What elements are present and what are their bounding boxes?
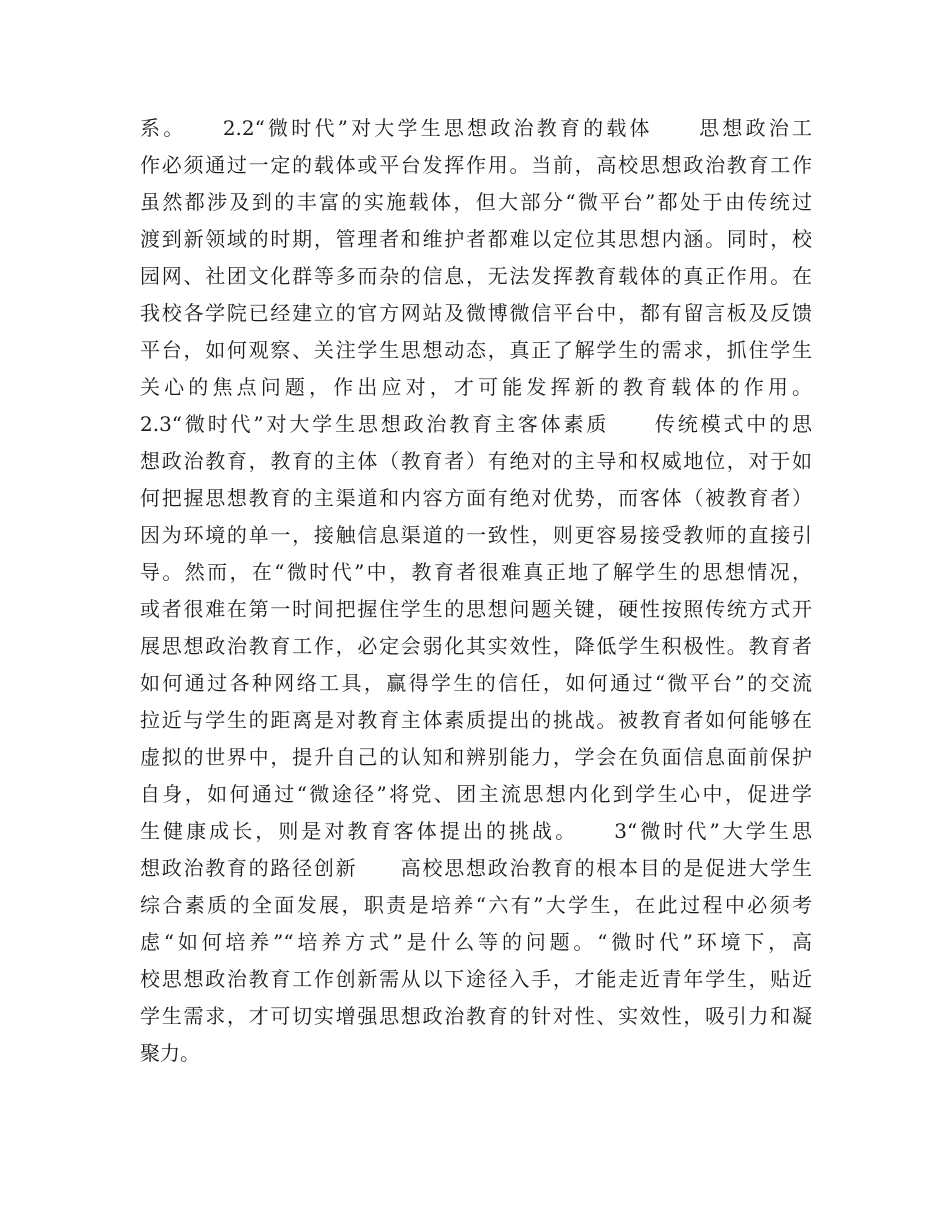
- text-line: 展思想政治教育工作，必定会弱化其实效性，降低学生积极性。教育者: [140, 634, 812, 658]
- text-line: 想政治教育，教育的主体（教育者）有绝对的主导和权威地位，对于如: [140, 449, 812, 473]
- text-line: 想政治教育的路径创新 高校思想政治教育的根本目的是促进大学生: [140, 856, 812, 880]
- text-line: 作必须通过一定的载体或平台发挥作用。当前，高校思想政治教育工作: [140, 153, 812, 177]
- text-line: 系。 2.2“微时代”对大学生思想政治教育的载体 思想政治工: [140, 116, 812, 140]
- text-line: 虚拟的世界中，提升自己的认知和辨别能力，学会在负面信息面前保护: [140, 745, 812, 769]
- text-line: 导。然而，在“微时代”中，教育者很难真正地了解学生的思想情况，: [140, 560, 812, 584]
- text-line: 校思想政治教育工作创新需从以下途径入手，才能走近青年学生，贴近: [140, 967, 812, 991]
- text-line: 学生需求，才可切实增强思想政治教育的针对性、实效性，吸引力和凝: [140, 1004, 812, 1028]
- text-line: 虑“如何培养”“培养方式”是什么等的问题。“微时代”环境下，高: [140, 930, 812, 954]
- text-line: 何把握思想教育的主渠道和内容方面有绝对优势，而客体（被教育者）: [140, 486, 812, 510]
- text-line: 自身，如何通过“微途径”将党、团主流思想内化到学生心中，促进学: [140, 782, 812, 806]
- text-line: 2.3“微时代”对大学生思想政治教育主客体素质 传统模式中的思: [140, 412, 812, 436]
- text-line: 虽然都涉及到的丰富的实施载体，但大部分“微平台”都处于由传统过: [140, 190, 812, 214]
- text-line: 关心的焦点问题，作出应对，才可能发挥新的教育载体的作用。: [140, 375, 812, 399]
- text-line: 园网、社团文化群等多而杂的信息，无法发挥教育载体的真正作用。在: [140, 264, 812, 288]
- text-line: 我校各学院已经建立的官方网站及微博微信平台中，都有留言板及反馈: [140, 301, 812, 325]
- text-line: 因为环境的单一，接触信息渠道的一致性，则更容易接受教师的直接引: [140, 523, 812, 547]
- text-line: 拉近与学生的距离是对教育主体素质提出的挑战。被教育者如何能够在: [140, 708, 812, 732]
- text-line: 生健康成长，则是对教育客体提出的挑战。 3“微时代”大学生思: [140, 819, 812, 843]
- text-line: 综合素质的全面发展，职责是培养“六有”大学生，在此过程中必须考: [140, 893, 812, 917]
- text-line: 平台，如何观察、关注学生思想动态，真正了解学生的需求，抓住学生: [140, 338, 812, 362]
- text-line: 如何通过各种网络工具，赢得学生的信任，如何通过“微平台”的交流: [140, 671, 812, 695]
- body-text: [140, 110, 812, 1072]
- text-line: 渡到新领域的时期，管理者和维护者都难以定位其思想内涵。同时，校: [140, 227, 812, 251]
- text-line: 或者很难在第一时间把握住学生的思想问题关键，硬性按照传统方式开: [140, 597, 812, 621]
- text-line: 聚力。: [140, 1041, 200, 1065]
